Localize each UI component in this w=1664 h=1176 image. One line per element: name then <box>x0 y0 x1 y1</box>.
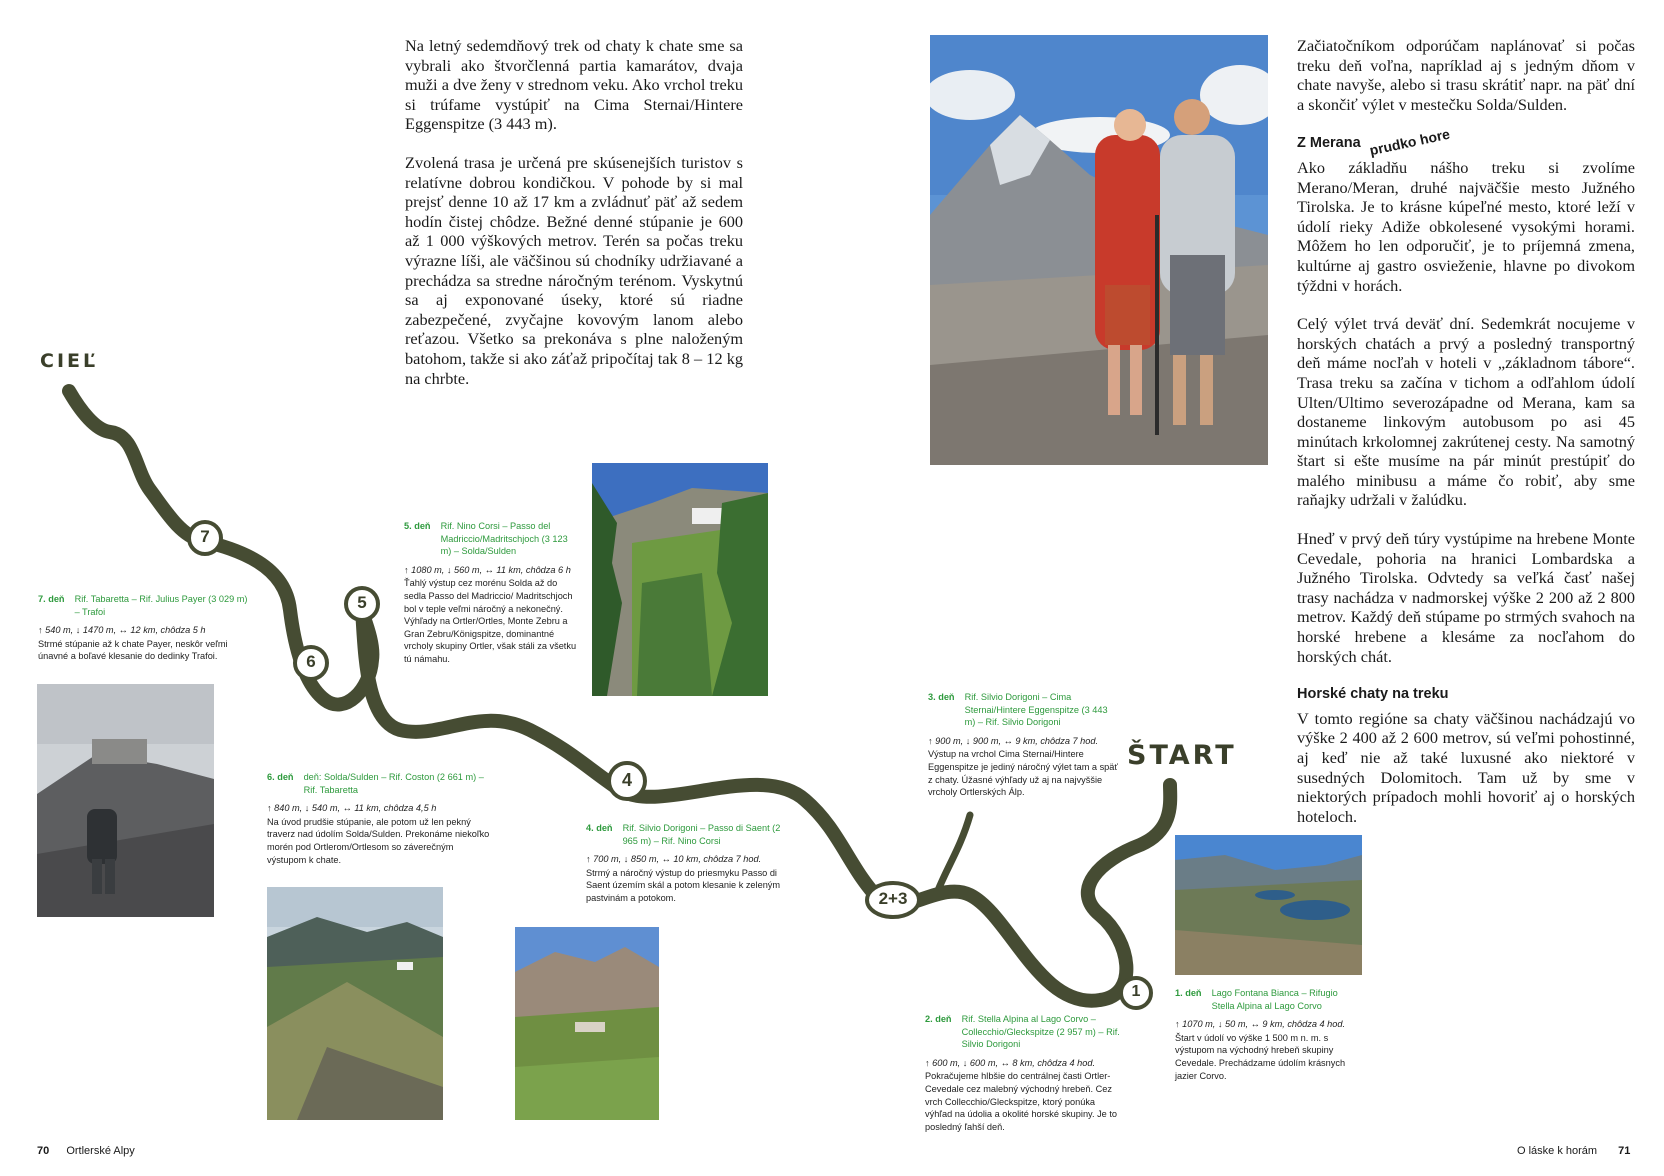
pasture-photo-day4 <box>515 927 659 1120</box>
day-6-title: 6. deň <box>267 772 294 782</box>
climb-photo-day7 <box>37 684 214 917</box>
footer-right <box>1517 1145 1630 1176</box>
marker-5-label: 5 <box>357 593 367 612</box>
merano-paragraph-2: Celý výlet trvá deväť dní. Sedemkrát nocujeme v horských chatách a prvý a posledný transportný deň máme nocľah v hoteli v „základnom tábore“. Trasa treku sa začína v tichom a odľahlom údolí Ulten/Ultimo severozápadne od Merana, kam sa dostaneme linkovým autobusom po asi 45 minútach krkolomnej zakrútenej cesty. Na samotný štart si ešte musíme na pár minút prestúpiť do malého minibusu a máme čo robiť, aby sme raňajky udržali v žalúdku. <box>1297 314 1635 510</box>
day-5-desc: Ťahlý výstup cez morénu Solda až do sedla Passo del Madriccio/ Madritschjoch bol v teple veľmi náročný a nekonečný. Výhľady na Ortler/Ortles, Monte Zebru a Gran Zebru/Königspitze, dominantné vrcholy skupiny Ortler, však stáli za všetku tú námahu. <box>404 578 577 664</box>
day-7-desc: Strmé stúpanie až k chate Payer, neskôr veľmi únavné a boľavé klesanie do dedinky Trafoi. <box>38 638 228 662</box>
day-6-caption <box>267 771 492 866</box>
lakes-photo-day1 <box>1175 835 1362 975</box>
day-5-caption <box>404 520 579 666</box>
day-4-desc: Strmý a náročný výstup do priesmyku Passo di Saent územím skál a potom klesanie k zeleným pastvinám a potokom. <box>586 867 781 903</box>
route-start-dot <box>1164 779 1176 791</box>
day-6-route: deň: Solda/Sulden – Rif. Coston (2 661 m) – Rif. Tabaretta <box>303 772 484 795</box>
page-number-right: 71 <box>1618 1145 1631 1157</box>
marker-23-label: 2+3 <box>878 889 908 908</box>
day-1-stats: ↑ 1070 m, ↓ 50 m, ↔ 9 km, chôdza 4 hod. <box>1175 1019 1346 1030</box>
intro-column <box>405 36 743 407</box>
day-6-desc: Na úvod prudšie stúpanie, ale potom už len pekný traverz nad údolím Solda/Sulden. Prekonáme niekoľko morén pod Ortlerom/Ortlesom so záverečným výstupom k chate. <box>267 816 490 865</box>
right-column <box>1297 36 1635 845</box>
marker-1-label: 1 <box>1131 983 1141 1000</box>
ridge-photo-day6 <box>267 887 443 1120</box>
day-3-title: 3. deň <box>928 692 955 702</box>
marker-6-label: 6 <box>306 652 316 671</box>
merano-paragraph-3: Hneď v prvý deň túry vystúpime na hrebene Monte Cevedale, pohoria na hranici Lombardska a Južného Tirolska. Odvtedy sa veľká časť našej trasy nachádza v nadmorskej výške 2 200 až 2 800 metrov. Každý deň stúpame po strmých svahoch na horské hrebene a klesáme za nocľahom do horských chát. <box>1297 529 1635 666</box>
marker-7-label: 7 <box>200 527 210 546</box>
page-number-left: 70 <box>37 1145 50 1157</box>
section-heading-huts: Horské chaty na treku <box>1297 686 1449 703</box>
day-7-title: 7. deň <box>38 594 65 604</box>
day-7-route: Rif. Tabaretta – Rif. Julius Payer (3 029 m) – Trafoi <box>74 594 248 617</box>
footer-title-right: O láske k horám <box>1517 1145 1598 1157</box>
day-2-desc: Pokračujeme hlbšie do centrálnej časti Ortler-Cevedale cez malebný východný hrebeň. Cez vrch Collecchio/Gleckspitze, ktorý ponúka výhľad na údolia a okolité horské skupiny. Je to posledný ľahší deň. <box>925 1071 1117 1132</box>
day-1-caption <box>1175 987 1355 1082</box>
day-4-route: Rif. Silvio Dorigoni – Passo di Saent (2 965 m) – Rif. Nino Corsi <box>622 823 781 846</box>
day-2-route: Rif. Stella Alpina al Lago Corvo – Collecchio/Gleckspitze (2 957 m) – Rif. Silvio Dorigoni <box>961 1014 1120 1050</box>
day-1-route: Lago Fontana Bianca – Rifugio Stella Alpina al Lago Corvo <box>1211 988 1338 1011</box>
day-5-stats: ↑ 1080 m, ↓ 560 m, ↔ 11 km, chôdza 6 h <box>404 564 571 575</box>
section-heading-merano <box>1297 126 1635 159</box>
intro-paragraph-1: Na letný sedemdňový trek od chaty k chate sme sa vybrali ako štvorčlenná partia kamarátov, dvaja muži a dve ženy v strednom veku. Ako vrchol treku si trúfame vystúpiť na Cima Sternai/Hintere Eggenspitze (3 443 m). <box>405 36 743 134</box>
huts-paragraph: V tomto regióne sa chaty väčšinou nachádzajú vo výške 2 400 až 2 600 metrov, sú veľmi pohostinné, aj keď nie až také luxusné ako niektoré v susedných Dolomitoch. Tam už by sme v niektorých prípadoch mohli hovoriť aj o horských hoteloch. <box>1297 708 1635 826</box>
day-2-caption <box>925 1013 1120 1133</box>
route-end-dot <box>63 385 75 397</box>
day-1-desc: Štart v údolí vo výške 1 500 m n. m. s výstupom na východný hrebeň skupiny Cevedale. Prechádzame údolím krásnych jazier Corvo. <box>1175 1032 1346 1081</box>
hikers-photo <box>930 35 1268 465</box>
day-6-stats: ↑ 840 m, ↓ 540 m, ↔ 11 km, chôdza 4,5 h <box>267 803 437 814</box>
day-3-caption <box>928 691 1118 799</box>
day-4-stats: ↑ 700 m, ↓ 850 m, ↔ 10 km, chôdza 7 hod. <box>586 854 762 865</box>
section-heading-hand: prudko hore <box>1367 126 1451 159</box>
day-2-stats: ↑ 600 m, ↓ 600 m, ↔ 8 km, chôdza 4 hod. <box>925 1057 1096 1068</box>
start-label: ŠTART <box>1127 740 1237 771</box>
marker-4-label: 4 <box>621 770 632 790</box>
day-4-caption <box>586 822 781 905</box>
intro-paragraph-2: Zvolená trasa je určená pre skúsenejších turistov s relatívne dobrou kondičkou. V pohode by si mal prejsť denne 10 až 17 km a zvládnuť päť až sedem hodín čistej chôdze. Bežné denné stúpanie je 600 až 1 000 výškových metrov. Terén sa počas treku výrazne líši, ale väčšinou sú chodníky udržiavané a prechádza sa stredne náročným terénom. Vyskytnú sa aj exponované úseky, ktoré sú riadne zabezpečené, zvyčajne kovovým lanom alebo reťazou. Všetko sa prekonáva s plne naloženým batohom, takže si ako záťaž pripočítaj tak 8 – 12 kg na chrbte. <box>405 152 743 388</box>
day-7-caption <box>38 593 253 663</box>
day-3-route: Rif. Silvio Dorigoni – Cima Sternai/Hintere Eggenspitze (3 443 m) – Rif. Silvio Dorigoni <box>964 692 1108 728</box>
section-heading-merano-text: Z Merana <box>1297 135 1361 152</box>
day-5-route: Rif. Nino Corsi – Passo del Madriccio/Madritschjoch (3 123 m) – Solda/Sulden <box>440 521 568 557</box>
footer-left <box>37 1145 135 1176</box>
day-4-title: 4. deň <box>586 823 613 833</box>
hut-photo-day5 <box>592 463 768 696</box>
day-1-title: 1. deň <box>1175 988 1202 998</box>
day-5-title: 5. deň <box>404 521 431 531</box>
right-intro-paragraph: Začiatočníkom odporúčam naplánovať si počas treku deň voľna, napríklad aj s jedným dňom v chate navyše, alebo si trasu skrátiť napr. na päť dní a skončiť výlet v mestečku Solda/Sulden. <box>1297 36 1635 114</box>
day-3-desc: Výstup na vrchol Cima Sternai/Hintere Eggenspitze je jediný náročný výlet tam a späť z chaty. Úžasné výhľady už aj na najvyššie vrcholy Ortlerských Álp. <box>928 749 1118 798</box>
end-label: CIEĽ <box>40 350 99 372</box>
day-7-stats: ↑ 540 m, ↓ 1470 m, ↔ 12 km, chôdza 5 h <box>38 625 206 636</box>
footer-title-left: Ortlerské Alpy <box>66 1145 135 1157</box>
day-3-stats: ↑ 900 m, ↓ 900 m, ↔ 9 km, chôdza 7 hod. <box>928 735 1099 746</box>
merano-paragraph-1: Ako základňu nášho treku si zvolíme Merano/Meran, druhé najväčšie mesto Južného Tirolska. Je to krásne kúpeľné mesto, ktoré leží v údolí rieky Adiže obkolesené vysokými horami. Môžem ho len odporučiť, je to príjemná zmena, kultúrne aj gastro osvieženie, hlavne po divokom týždni v horách. <box>1297 157 1635 295</box>
day-2-title: 2. deň <box>925 1014 952 1024</box>
